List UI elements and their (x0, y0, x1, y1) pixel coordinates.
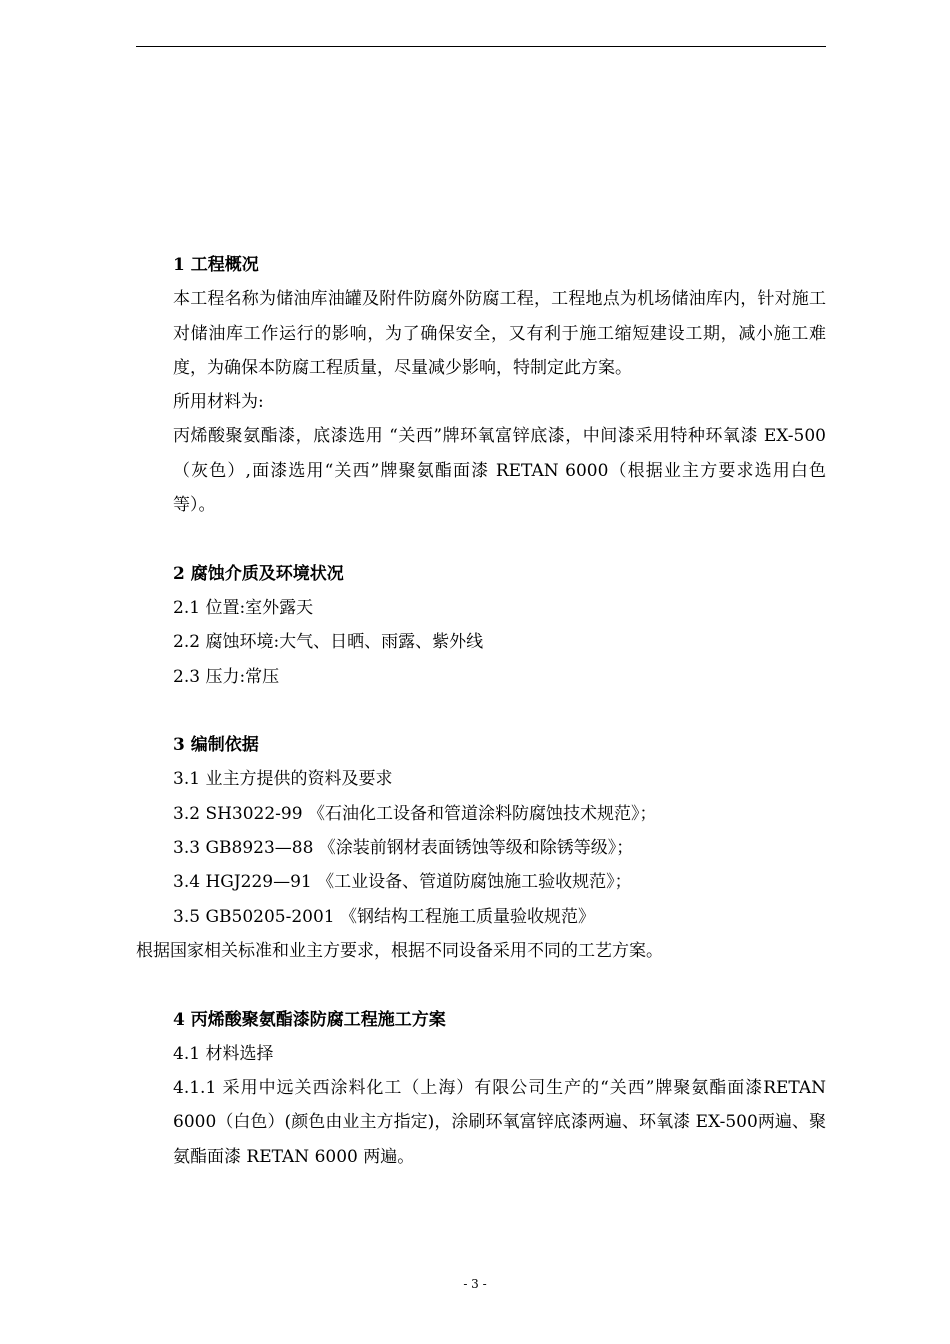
section-2-heading: 2 腐蚀介质及环境状况 (173, 563, 344, 584)
section-3-heading: 3 编制依据 (173, 735, 259, 756)
header-rule (136, 46, 826, 47)
section-4-paragraph-1: 4.1.1 采用中远关西涂料化工（上海）有限公司生产的“关西”牌聚氨酯面漆RETAN 6000（白色）(颜色由业主方指定)，涂刷环氧富锌底漆两遍、环氧漆 EX-500两遍、聚氨酯面漆 RETAN 6000 两遍。 (173, 1078, 826, 1167)
section-3-item-2: 3.2 SH3022-99 《石油化工设备和管道涂料防腐蚀技术规范》； (173, 803, 657, 824)
section-1-paragraph-2: 所用材料为: (173, 392, 264, 413)
section-3-item-5: 3.5 GB50205-2001 《钢结构工程施工质量验收规范》 (173, 906, 596, 927)
spacer (136, 968, 826, 1002)
section-3-item-1: 3.1 业主方提供的资料及要求 (173, 769, 393, 790)
section-4-heading: 4 丙烯酸聚氨酯漆防腐工程施工方案 (173, 1009, 446, 1030)
section-1-heading: 1 工程概况 (173, 255, 259, 275)
section-2-item-2: 2.2 腐蚀环境:大气、日晒、雨露、紫外线 (173, 632, 484, 653)
spacer (136, 522, 826, 556)
section-2-item-3: 2.3 压力:常压 (173, 666, 280, 687)
section-1-paragraph-1: 本工程名称为储油库油罐及附件防腐外防腐工程，工程地点为机场储油库内，针对施工对储油库工作运行的影响，为了确保安全，又有利于施工缩短建设工期，减小施工难度，为确保本防腐工程质量，尽量减少影响，特制定此方案。 (173, 289, 826, 378)
document-body (136, 248, 826, 1174)
spacer (136, 694, 826, 728)
section-3-item-4: 3.4 HGJ229—91 《工业设备、管道防腐蚀施工验收规范》； (173, 872, 632, 893)
page-number: - 3 - (463, 1277, 487, 1291)
section-1-paragraph-3: 丙烯酸聚氨酯漆，底漆选用 “关西”牌环氧富锌底漆，中间漆采用特种环氧漆 EX-500（灰色）,面漆选用“关西”牌聚氨酯面漆 RETAN 6000（根据业主方要求选用白色等）。 (173, 426, 826, 516)
section-3-closing: 根据国家相关标准和业主方要求，根据不同设备采用不同的工艺方案。 (136, 940, 663, 961)
section-2-item-1: 2.1 位置:室外露天 (173, 597, 314, 618)
section-4-subheading: 4.1 材料选择 (173, 1043, 274, 1064)
section-3-item-3: 3.3 GB8923—88 《涂装前钢材表面锈蚀等级和除锈等级》； (173, 838, 634, 859)
